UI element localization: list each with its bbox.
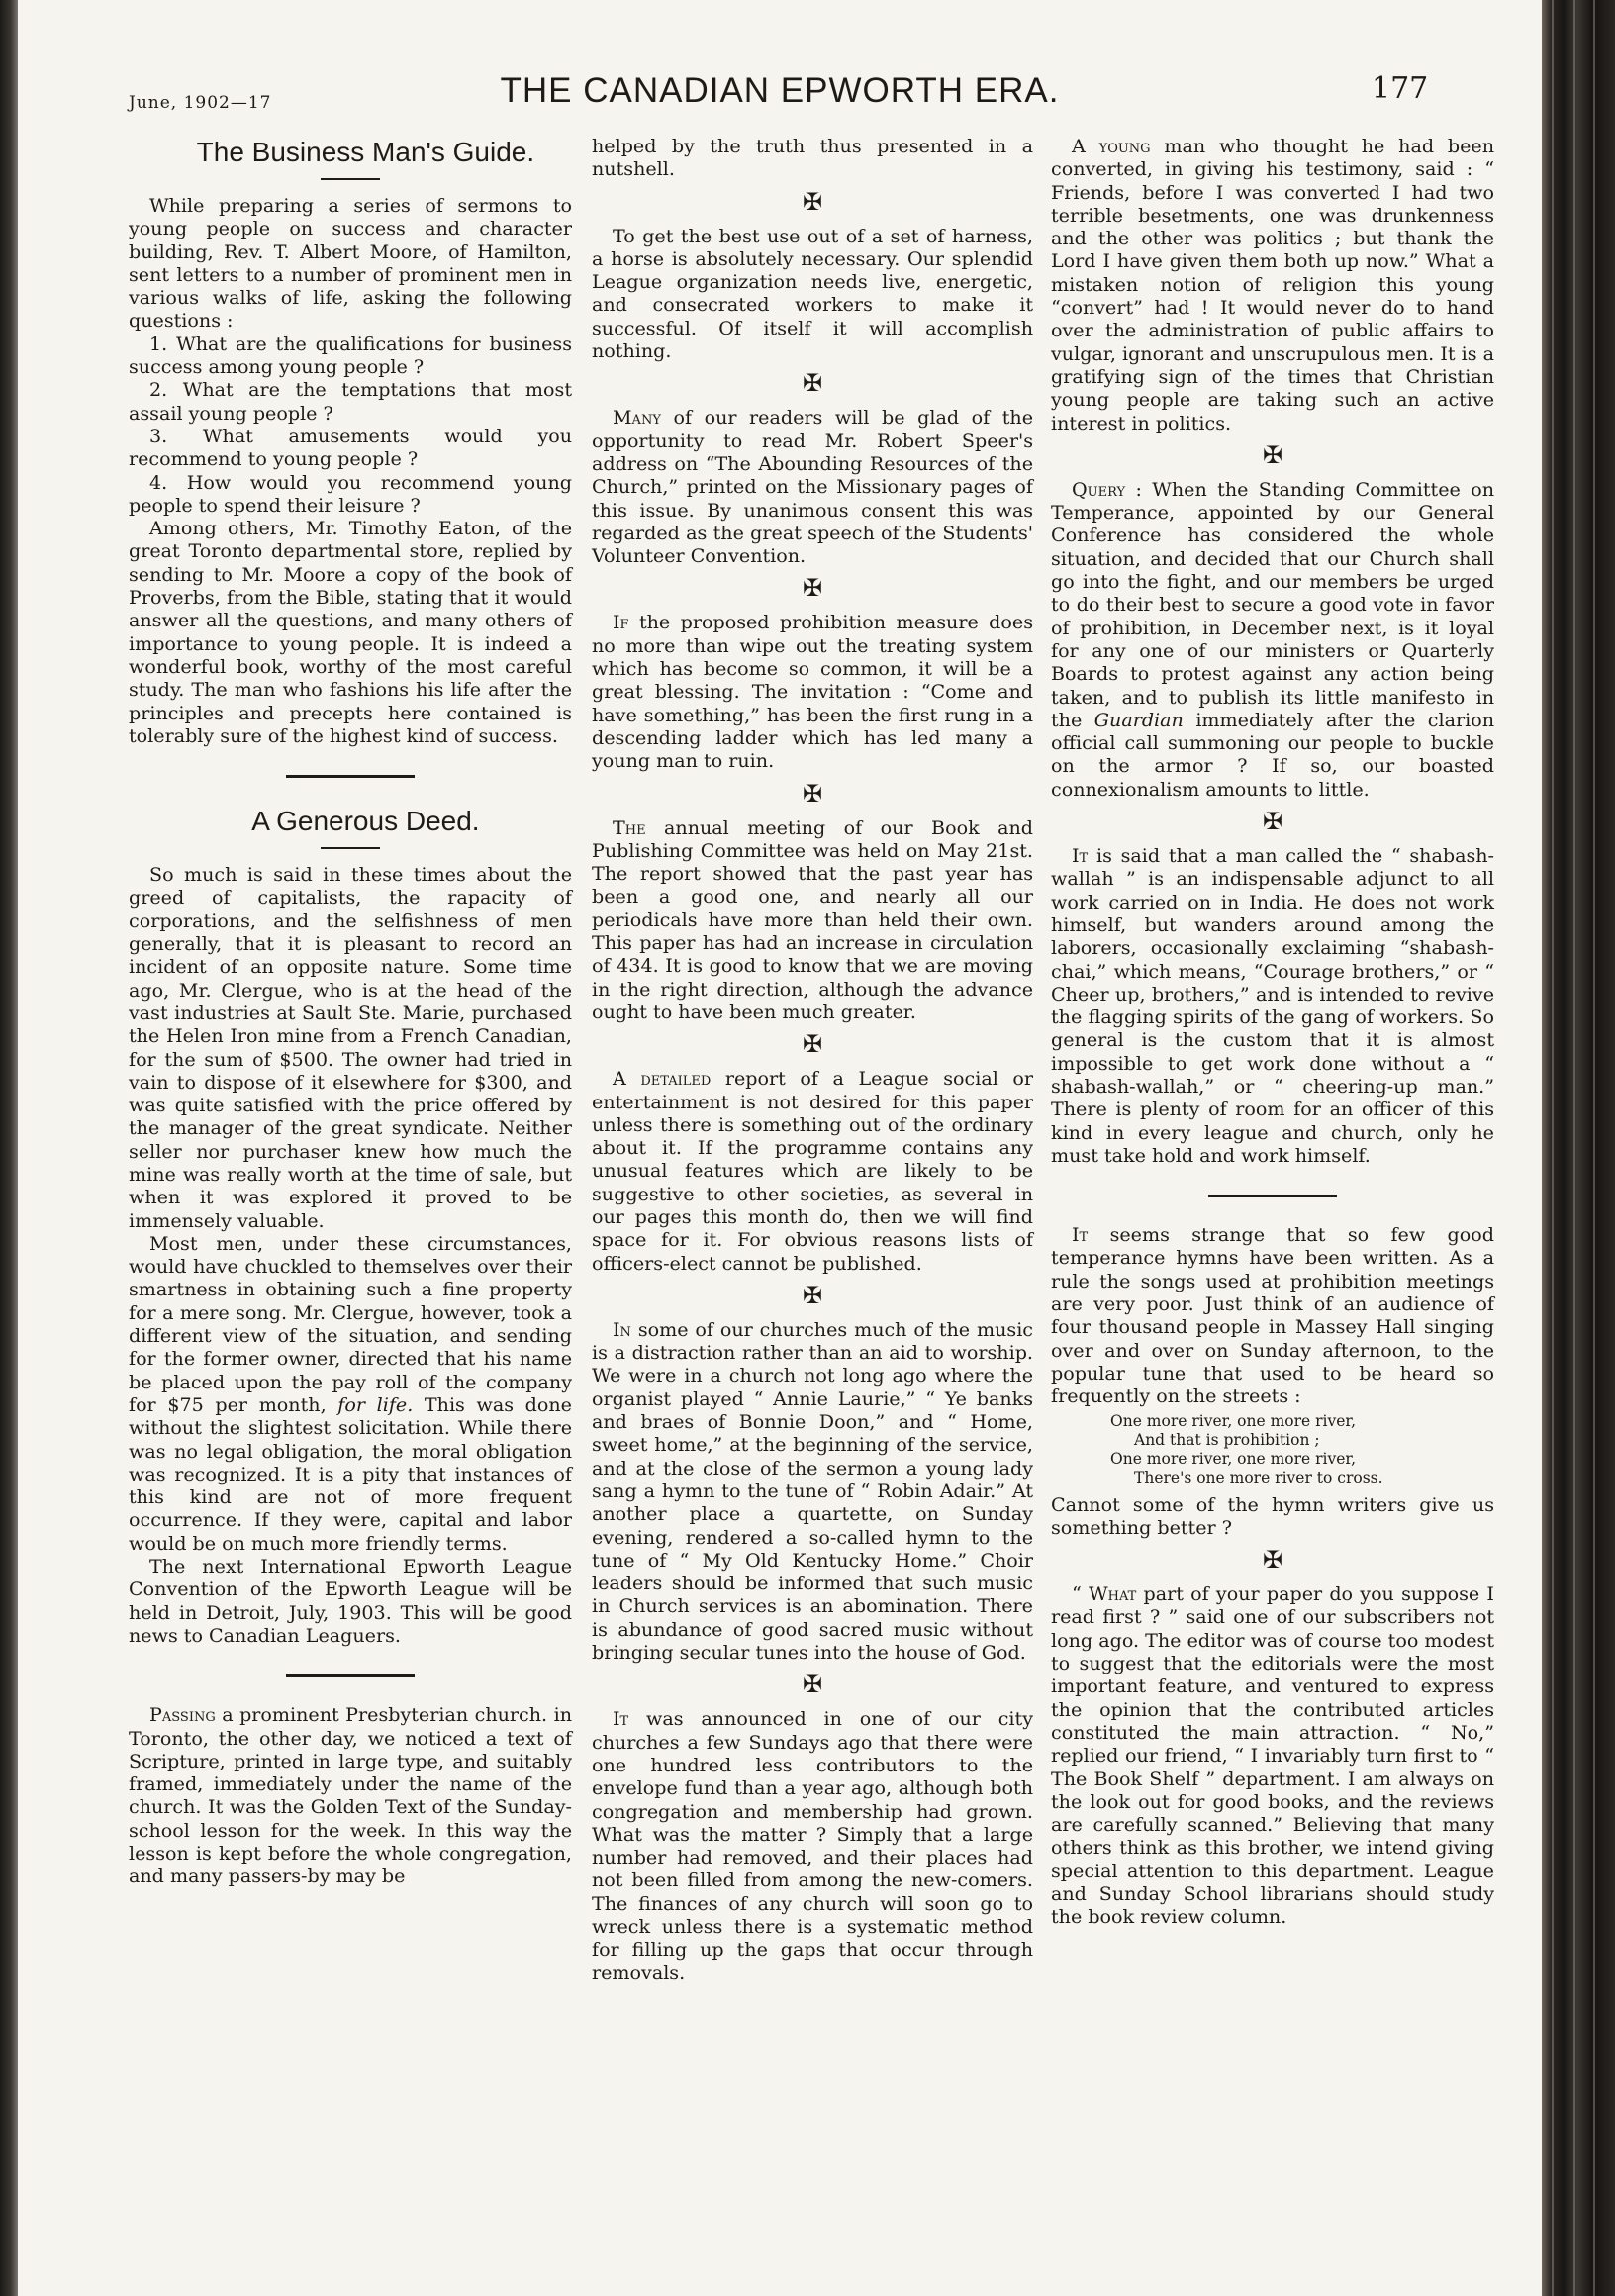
emphasis: Guardian	[1093, 708, 1184, 731]
paragraph	[592, 1707, 1033, 1984]
paragraph: So much is said in these times about the greed of capitalists, the rapacity of corporations, and the selfishness of men generally, that it is pleasant to record an incident of an opposite nature. Some time ago, Mr. Clergue, who is at the head of the vast industries at Sault Ste. Marie, purchased the Helen Iron mine from a French Canadian, for the sum of $500. The owner had tried in vain to dispose of it elsewhere for $300, and was quite satisfied with the price offered by the manager of the great syndicate. Neither seller nor purchaser knew how much the mine was really worth at the time of sale, but when it was explored it proved to be immensely valuable.	[129, 863, 572, 1232]
question-4: 4. How would you recommend young people to spend their leisure ?	[129, 470, 572, 517]
cross-ornament-icon: ✠	[1262, 1546, 1283, 1575]
binding-line	[1573, 0, 1575, 2296]
issue-date: June, 1902—17	[129, 93, 272, 113]
poem-line: There's one more river to cross.	[1134, 1468, 1383, 1486]
paragraph-continued: helped by the truth thus presented in a nutshell.	[592, 135, 1033, 181]
text-run: seems strange that so few good temperance hymns have been written. As a rule the songs used at prohibition meetings are very poor. Just think of an audience of four thousand people in Massey Hall singing over and over on Sunday afternoon, to the popular tune that used to be heard so frequently on the streets :	[1051, 1223, 1494, 1408]
text-run: was announced in one of our city churches a few Sundays ago that there were one hundred less contributors to the envelope fund than a year ago, although both congregation and membership had grown. What was the matter ? Simply that a large number had removed, and their places had not been filled from among the new-comers. The finances of any church will soon go to wreck unless there is a systematic method for filling up the gaps that occur through removals.	[592, 1707, 1033, 1984]
paragraph	[1051, 1223, 1494, 1407]
column-2	[592, 135, 1033, 1984]
paragraph	[1051, 478, 1494, 801]
paragraph: While preparing a series of sermons to young people on success and character building, Rev. T. Albert Moore, of Hamilton, sent letters to a number of prominent men in various walks of life, asking the following questions :	[129, 194, 572, 333]
text-run: This was done without the slightest solicitation. While there was no legal obligation, the moral obligation was recognized. It is a pity that instances of this kind are not of more frequent occurrence. If they were, capital and labor would be on much more friendly terms.	[129, 1392, 572, 1555]
heading-rule	[321, 178, 380, 180]
article-heading-business-guide: The Business Man's Guide.	[196, 137, 535, 167]
paragraph: The next International Epworth League Convention of the Epworth League will be held in Detroit, July, 1903. This will be good news to Canadian Leaguers.	[129, 1555, 572, 1647]
cross-ornament-icon: ✠	[802, 369, 823, 398]
paragraph: Cannot some of the hymn writers give us something better ?	[1051, 1492, 1494, 1539]
paragraph	[592, 816, 1033, 1024]
scan-left-edge	[0, 0, 18, 2296]
binding-line	[1552, 0, 1554, 2296]
paragraph	[592, 1318, 1033, 1664]
paragraph: To get the best use out of a set of harness, a horse is absolutely necessary. Our splendid League organization needs live, energetic, and consecrated workers to make it successful. Of itself it will accomplish nothing.	[592, 224, 1033, 363]
section-rule	[1208, 1195, 1337, 1197]
paragraph	[592, 1067, 1033, 1275]
cross-ornament-icon: ✠	[802, 779, 823, 808]
column-1	[129, 135, 572, 1888]
cross-ornament-icon: ✠	[802, 1030, 823, 1059]
text-run: some of our churches much of the music is a distraction rather than an aid to worship. We were in a church not long ago where the organist played “ Annie Laurie,” “ Ye banks and braes of Bonnie Doon,” and “ Home, sweet home,” at the beginning of the service, and at the close of the sermon a young lady sang a hymn to the tune of “ Robin Adair.” At another place a quartette, on Sunday evening, rendered a so-called hymn to the tune of “ My Old Kentucky Home.” Choir leaders should be informed that such music in Church services is an abomination. There is abundance of good sacred music without bringing secular tunes into the house of God.	[592, 1317, 1033, 1665]
lead-word: A detailed	[613, 1067, 712, 1091]
page-number: 177	[1372, 71, 1429, 106]
text-run: immediately after the clarion official call summoning our people to buckle on the armor ? If so, our boasted connexionalism amounts to little.	[1051, 708, 1494, 801]
paragraph	[1051, 1582, 1494, 1928]
text-run: the proposed prohibition measure does no more than wipe out the treating system which has become so common, it will be a great blessing. The invitation : “Come and have something,” has been the first rung in a descending ladder which has led many a young man to ruin.	[592, 611, 1033, 773]
cross-ornament-icon: ✠	[802, 1281, 823, 1309]
lead-word: It	[613, 1707, 629, 1731]
book-binding-edge	[1542, 0, 1615, 2296]
text-run: of our readers will be glad of the opportunity to read Mr. Robert Speer's address on “The Abounding Resources of the Church,” printed on the Missionary pages of this issue. By unanimous consent this was regarded as the great speech of the Students' Volunteer Convention.	[592, 406, 1033, 568]
publication-title: THE CANADIAN EPWORTH ERA.	[500, 71, 1060, 110]
newspaper-page	[18, 0, 1542, 2296]
text-run: man who thought he had been converted, in giving his testimony, said : “ Friends, before I was converted I had two terrible besetments, one was drunkenness and the other was politics ; but thank the Lord I have given them both up now.” What a mistaken notion of religion this young “convert” had ! It would never do to hand over the administration of public affairs to vulgar, ignorant and unscrupulous men. It is a gratifying sign of the times that Christian young people are taking such an active interest in politics.	[1051, 135, 1494, 434]
poem-line: And that is prohibition ;	[1134, 1430, 1320, 1449]
section-rule	[286, 1674, 415, 1677]
lead-word: In	[613, 1317, 631, 1341]
poem-line: One more river, one more river,	[1110, 1411, 1357, 1430]
lead-word: The	[613, 815, 646, 839]
text-run: a prominent Presbyterian church. in Toronto, the other day, we noticed a text of Scripture, printed in large type, and suitably framed, immediately under the name of the church. It was the Golden Text of the Sunday-school lesson for the week. In this way the lesson is kept before the whole congregation, and many passers-by may be	[129, 1703, 572, 1888]
section-rule	[286, 775, 415, 778]
poem-line: One more river, one more river,	[1110, 1449, 1357, 1468]
paragraph	[1051, 844, 1494, 1167]
lead-word: If	[613, 611, 629, 634]
text-run: : When the Standing Committee on Temperance, appointed by our General Conference has considered the whole situation, and decided that our Church shall go into the fight, and our members be urged to do their best to secure a good vote in favor of prohibition, in December next, is it loyal for any one of our ministers or Quarterly Boards to protest against any action being taken, and to publish its little manifesto in the	[1051, 477, 1494, 731]
question-2: 2. What are the temptations that most assail young people ?	[129, 378, 572, 425]
question-3: 3. What amusements would you recommend to young people ?	[129, 424, 572, 471]
heading-rule	[321, 847, 380, 849]
lead-word: Many	[613, 406, 661, 430]
text-run: part of your paper do you suppose I read first ? ” said one of our subscribers not long ago. The editor was of course too modest to suggest that the editorials were the most important feature, and ventured to express the opinion that the contributed articles constituted the main attraction. “ No,” replied our friend, “ I invariably turn first to “ The Book Shelf ” department. I am always on the look out for good books, and the reviews are carefully scanned.” Believing that many others think as this brother, we intend giving special attention to this department. League and Sunday School librarians should study the book review column.	[1051, 1582, 1494, 1929]
text-run: report of a League social or entertainment is not desired for this paper unless there is something out of the ordinary about it. If the programme contains any unusual features which are likely to be suggestive to other societies, as several in our pages this month do, then we will find space for it. For obvious reasons lists of officers-elect cannot be published.	[592, 1067, 1033, 1275]
lead-word: A young	[1072, 135, 1151, 157]
emphasis: for life.	[337, 1392, 414, 1416]
lead-word: Query	[1072, 477, 1126, 501]
cross-ornament-icon: ✠	[802, 574, 823, 603]
text-run: Most men, under these circumstances, would have chuckled to themselves over their smartness in obtaining such a fine property for a mere song. Mr. Clergue, however, took a different view of the situation, and sending for the former owner, directed that his name be placed upon the pay roll of the company for $75 per month,	[129, 1231, 572, 1416]
cross-ornament-icon: ✠	[1262, 440, 1283, 469]
poem	[1051, 1412, 1494, 1487]
question-1: 1. What are the qualifications for business success among young people ?	[129, 332, 572, 379]
lead-word: Passing	[149, 1703, 216, 1727]
article-heading-generous-deed: A Generous Deed.	[251, 806, 480, 837]
lead-word: It	[1072, 1223, 1089, 1247]
lead-word: “ What	[1072, 1582, 1137, 1606]
cross-ornament-icon: ✠	[802, 1671, 823, 1699]
text-run: is said that a man called the “ shabash-wallah ” is an indispensable adjunct to all work carried on in India. He does not work himself, but wanders around among the laborers, occasionally exclaiming “shabash-chai,” which means, “Courage brothers,” or “ Cheer up, brothers,” and is intended to revive the flagging spirits of the gang of workers. So general is the custom that it is almost impossible to get work done without a “ shabash-wallah,” or “ cheering-up man.” There is plenty of room for an officer of this kind in every league and church, only he must take hold and work himself.	[1051, 844, 1494, 1167]
paragraph	[129, 1703, 572, 1887]
column-3	[1051, 135, 1494, 1929]
lead-word: It	[1072, 844, 1089, 868]
paragraph	[592, 611, 1033, 772]
page-header	[18, 71, 1542, 121]
text-run: annual meeting of our Book and Publishing Committee was held on May 21st. The report showed that the past year has been a good one, and nearly all our periodicals have more than held their own. This paper has had an increase in circulation of 434. It is good to know that we are moving in the right direction, although the advance ought to have been much greater.	[592, 815, 1033, 1023]
cross-ornament-icon: ✠	[1262, 808, 1283, 836]
paragraph	[129, 1232, 572, 1555]
paragraph	[1051, 135, 1494, 434]
cross-ornament-icon: ✠	[802, 187, 823, 216]
paragraph: Among others, Mr. Timothy Eaton, of the great Toronto departmental store, replied by sending to Mr. Moore a copy of the book of Proverbs, from the Bible, stating that it would answer all the questions, and many others of importance to young people. It is indeed a wonderful book, worthy of the most careful study. The man who fashions his life after the principles and precepts here contained is tolerably sure of the highest kind of success.	[129, 517, 572, 747]
paragraph	[592, 406, 1033, 567]
binding-line	[1593, 0, 1595, 2296]
